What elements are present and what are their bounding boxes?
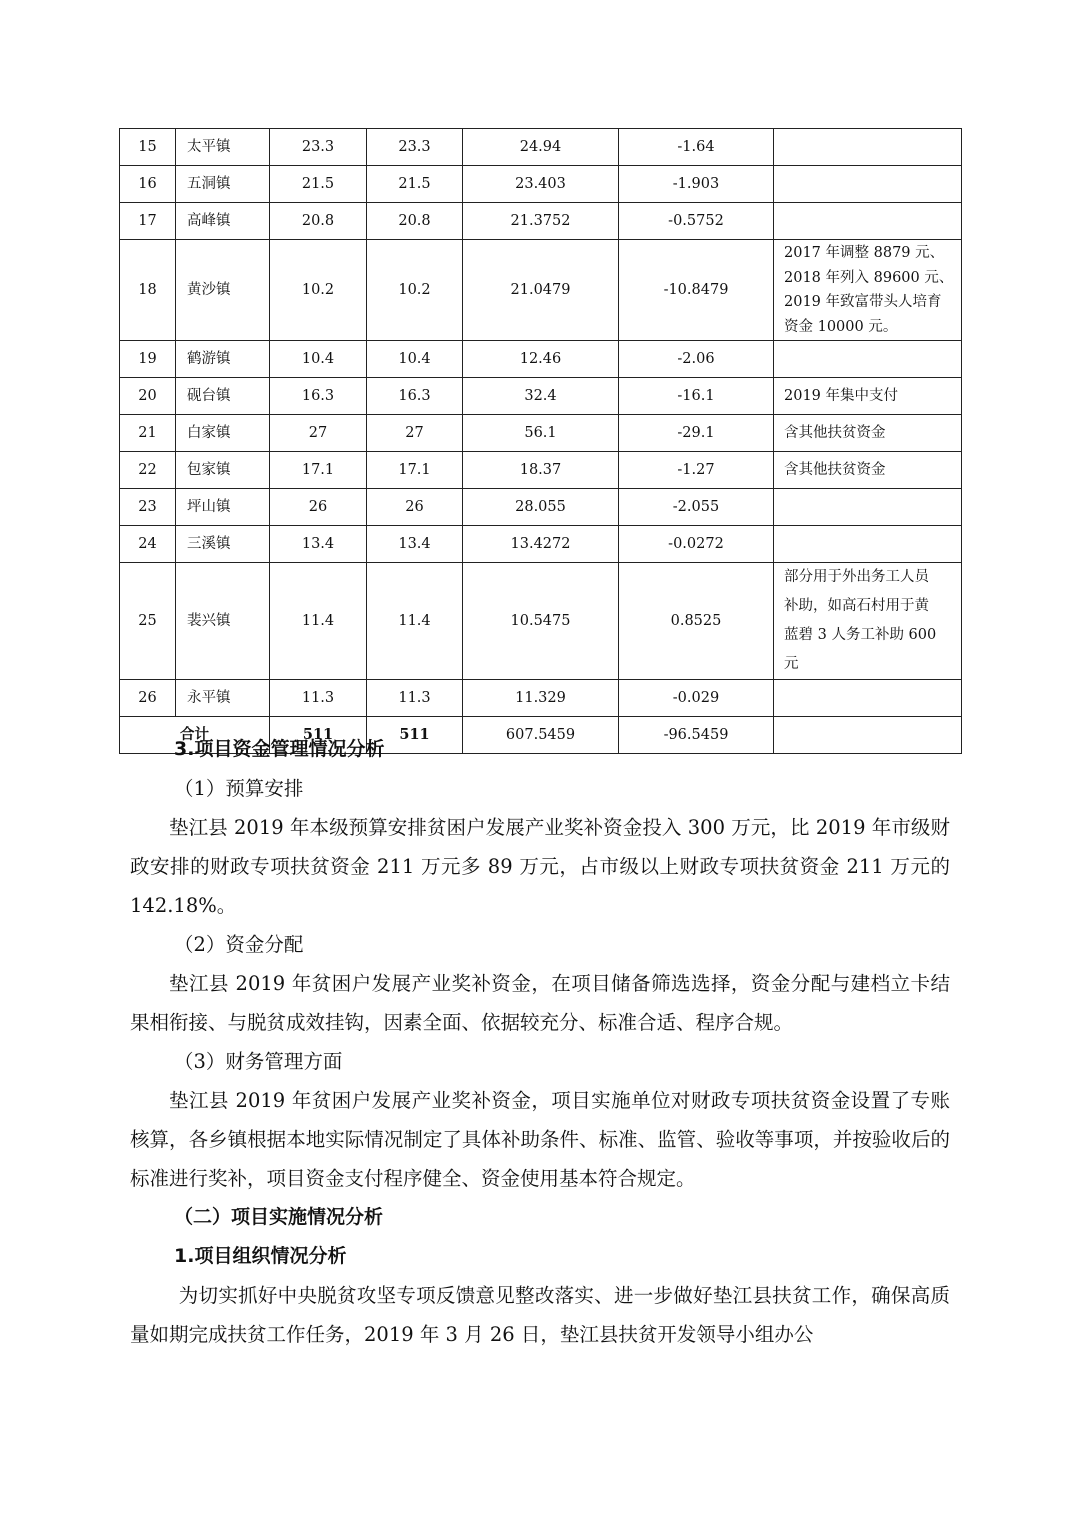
value-a-cell: 23.3: [270, 129, 367, 166]
note-line: 元: [784, 656, 799, 672]
table-row: [120, 166, 962, 203]
town-name-cell: 太平镇: [176, 129, 270, 166]
value-a-cell: 11.4: [270, 563, 367, 680]
note-cell: [774, 341, 962, 378]
row-number-cell: 25: [120, 563, 176, 680]
difference-cell: -16.1: [619, 378, 774, 415]
row-number-cell: 15: [120, 129, 176, 166]
note-cell: [774, 166, 962, 203]
row-number-cell: 22: [120, 452, 176, 489]
town-name-cell: 白家镇: [176, 415, 270, 452]
note-cell: [774, 452, 962, 489]
note-cell: [774, 378, 962, 415]
row-number-cell: 16: [120, 166, 176, 203]
difference-cell: -1.64: [619, 129, 774, 166]
difference-cell: -10.8479: [619, 240, 774, 341]
heading-organization: 1.项目组织情况分析: [174, 1245, 347, 1267]
heading-implementation: （二）项目实施情况分析: [174, 1206, 384, 1228]
value-c-cell: 11.329: [463, 680, 619, 717]
table-row: [120, 489, 962, 526]
table-row: [120, 563, 962, 680]
town-name-cell: 五洞镇: [176, 166, 270, 203]
total-d-cell: -96.5459: [619, 717, 774, 754]
value-b-cell: 11.3: [367, 680, 463, 717]
total-c-cell: 607.5459: [463, 717, 619, 754]
town-name-cell: 鹤游镇: [176, 341, 270, 378]
value-c-cell: 10.5475: [463, 563, 619, 680]
value-b-cell: 20.8: [367, 203, 463, 240]
value-c-cell: 28.055: [463, 489, 619, 526]
row-number-cell: 26: [120, 680, 176, 717]
difference-cell: -0.0272: [619, 526, 774, 563]
difference-cell: -1.903: [619, 166, 774, 203]
row-number-cell: 24: [120, 526, 176, 563]
total-b-cell: 511: [367, 717, 463, 754]
total-label-cell: 合计: [120, 717, 270, 754]
fund-table: [119, 128, 962, 754]
value-c-cell: 21.3752: [463, 203, 619, 240]
value-a-cell: 10.2: [270, 240, 367, 341]
value-b-cell: 21.5: [367, 166, 463, 203]
table-row: [120, 415, 962, 452]
value-b-cell: 23.3: [367, 129, 463, 166]
fund-table-container: [119, 128, 961, 754]
town-name-cell: 裴兴镇: [176, 563, 270, 680]
table-row: [120, 203, 962, 240]
row-number-cell: 23: [120, 489, 176, 526]
table-row: [120, 240, 962, 341]
value-c-cell: 18.37: [463, 452, 619, 489]
note-cell: [774, 489, 962, 526]
difference-cell: -29.1: [619, 415, 774, 452]
value-b-cell: 13.4: [367, 526, 463, 563]
value-c-cell: 13.4272: [463, 526, 619, 563]
value-c-cell: 21.0479: [463, 240, 619, 341]
body-text: [130, 730, 950, 1354]
value-a-cell: 20.8: [270, 203, 367, 240]
paragraph-finance: 垫江县 2019 年贫困户发展产业奖补资金，项目实施单位对财政专项扶贫资金设置了专账核算，各乡镇根据本地实际情况制定了具体补助条件、标准、监管、验收等事项，并按验收后的标准进行奖补，项目资金支付程序健全、资金使用基本符合规定。: [130, 1089, 950, 1190]
value-a-cell: 13.4: [270, 526, 367, 563]
value-b-cell: 17.1: [367, 452, 463, 489]
fund-table-body: [120, 129, 962, 754]
note-line: 含其他扶贫资金: [784, 462, 886, 478]
note-line: 部分用于外出务工人员: [784, 569, 929, 585]
value-b-cell: 10.2: [367, 240, 463, 341]
town-name-cell: 砚台镇: [176, 378, 270, 415]
note-cell: [774, 240, 962, 341]
table-row: [120, 341, 962, 378]
value-c-cell: 12.46: [463, 341, 619, 378]
row-number-cell: 21: [120, 415, 176, 452]
difference-cell: 0.8525: [619, 563, 774, 680]
table-row: [120, 378, 962, 415]
note-line: 2019 年致富带头人培育: [784, 294, 942, 310]
value-b-cell: 26: [367, 489, 463, 526]
note-line: 补助，如高石村用于黄: [784, 598, 929, 614]
row-number-cell: 19: [120, 341, 176, 378]
paragraph-budget: 垫江县 2019 年本级预算安排贫困户发展产业奖补资金投入 300 万元，比 2019 年市级财政安排的财政专项扶贫资金 211 万元多 89 万元，占市级以上财政专项扶贫资金 211 万元的 142.18%。: [130, 816, 950, 917]
difference-cell: -0.5752: [619, 203, 774, 240]
note-cell: [774, 415, 962, 452]
note-line: 蓝碧 3 人务工补助 600: [784, 627, 937, 643]
note-line: 2018 年列入 89600 元、: [784, 269, 954, 286]
note-line: 含其他扶贫资金: [784, 425, 886, 441]
subheading-allocation: （2）资金分配: [174, 933, 304, 956]
value-c-cell: 23.403: [463, 166, 619, 203]
difference-cell: -2.06: [619, 341, 774, 378]
value-c-cell: 56.1: [463, 415, 619, 452]
row-number-cell: 18: [120, 240, 176, 341]
value-b-cell: 10.4: [367, 341, 463, 378]
row-number-cell: 17: [120, 203, 176, 240]
value-c-cell: 24.94: [463, 129, 619, 166]
town-name-cell: 三溪镇: [176, 526, 270, 563]
table-row: [120, 452, 962, 489]
paragraph-organization: 为切实抓好中央脱贫攻坚专项反馈意见整改落实、进一步做好垫江县扶贫工作，确保高质量如期完成扶贫工作任务，2019 年 3 月 26 日，垫江县扶贫开发领导小组办公: [130, 1284, 950, 1346]
value-b-cell: 11.4: [367, 563, 463, 680]
subheading-finance: （3）财务管理方面: [174, 1050, 343, 1073]
value-a-cell: 21.5: [270, 166, 367, 203]
town-name-cell: 黄沙镇: [176, 240, 270, 341]
note-cell: [774, 563, 962, 680]
row-number-cell: 20: [120, 378, 176, 415]
town-name-cell: 永平镇: [176, 680, 270, 717]
town-name-cell: 坪山镇: [176, 489, 270, 526]
total-a-cell: 511: [270, 717, 367, 754]
value-a-cell: 16.3: [270, 378, 367, 415]
subheading-budget: （1）预算安排: [174, 777, 304, 800]
difference-cell: -0.029: [619, 680, 774, 717]
value-a-cell: 26: [270, 489, 367, 526]
note-cell: [774, 526, 962, 563]
difference-cell: -2.055: [619, 489, 774, 526]
value-b-cell: 16.3: [367, 378, 463, 415]
value-c-cell: 32.4: [463, 378, 619, 415]
value-a-cell: 27: [270, 415, 367, 452]
table-row: [120, 129, 962, 166]
value-b-cell: 27: [367, 415, 463, 452]
town-name-cell: 包家镇: [176, 452, 270, 489]
town-name-cell: 高峰镇: [176, 203, 270, 240]
heading-fund-management: 3.项目资金管理情况分析: [174, 738, 385, 760]
paragraph-allocation: 垫江县 2019 年贫困户发展产业奖补资金，在项目储备筛选选择，资金分配与建档立卡结果相衔接、与脱贫成效挂钩，因素全面、依据较充分、标准合适、程序合规。: [130, 972, 950, 1034]
note-line: 2017 年调整 8879 元、: [784, 245, 945, 261]
table-row: [120, 680, 962, 717]
note-line: 2019 年集中支付: [784, 388, 899, 404]
value-a-cell: 17.1: [270, 452, 367, 489]
note-cell: [774, 129, 962, 166]
note-line: 资金 10000 元。: [784, 318, 898, 335]
value-a-cell: 11.3: [270, 680, 367, 717]
note-cell: [774, 203, 962, 240]
difference-cell: -1.27: [619, 452, 774, 489]
table-row: [120, 526, 962, 563]
value-a-cell: 10.4: [270, 341, 367, 378]
note-cell: [774, 680, 962, 717]
